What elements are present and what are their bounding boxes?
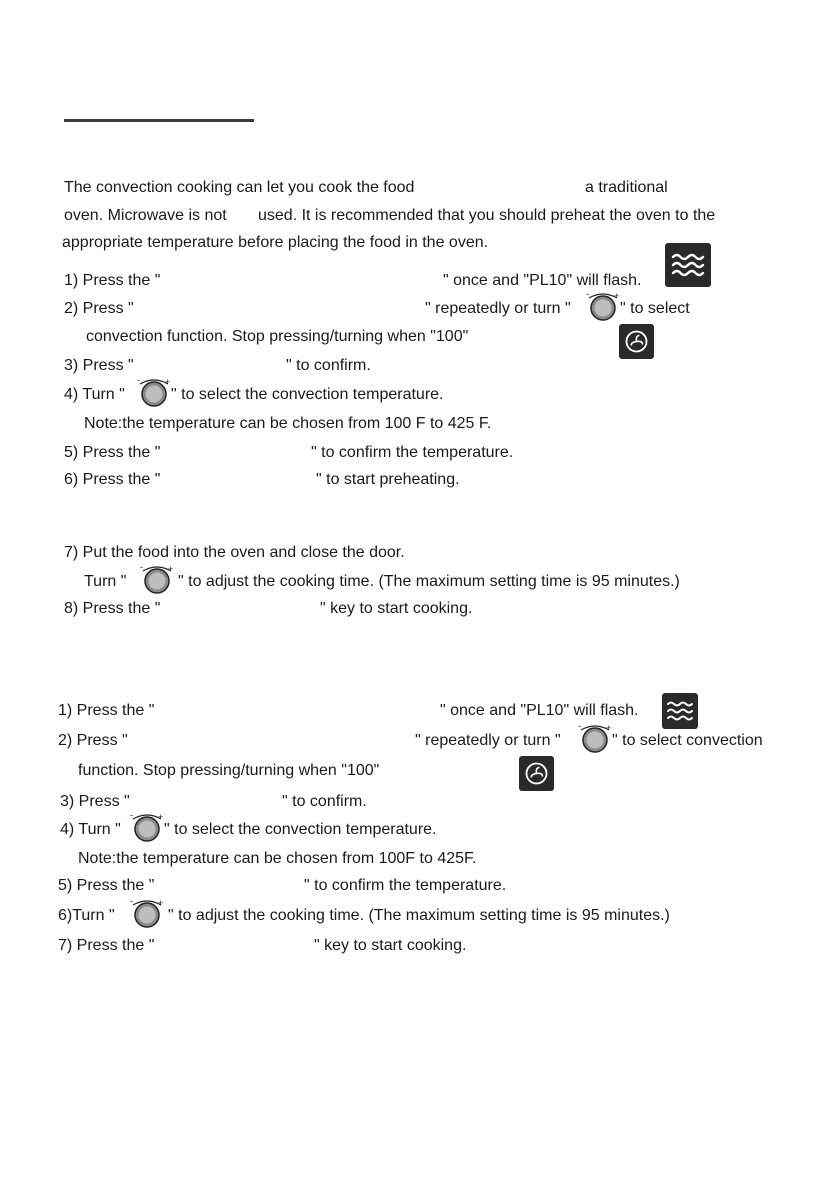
s1-step7: 7) Put the food into the oven and close the door. [64,544,405,561]
knob-minus-sign: - [137,377,140,385]
s2-step6-end: " to adjust the cooking time. (The maximum setting time is 95 minutes.) [168,907,670,924]
s2-step4-start: 4) Turn " [60,821,121,838]
s2-step2-mid: " repeatedly or turn " [415,732,561,749]
s2-note: Note:the temperature can be chosen from 100F to 425F. [78,850,477,867]
knob-plus-sign: + [165,377,171,387]
waves-icon [665,243,711,287]
s2-step2-end: " to select convection [612,732,763,749]
s1-step2-start: 2) Press " [64,300,134,317]
fan-icon [619,324,654,359]
s1-step5-end: " to confirm the temperature. [311,444,514,461]
s1-step5-start: 5) Press the " [64,444,161,461]
knob-minus-sign: - [130,812,133,820]
s2-step7-end: " key to start cooking. [314,937,467,954]
knob-plus-sign: + [168,564,174,574]
intro-line-1b: a traditional [585,179,668,196]
section-heading-rule [64,119,254,122]
s1-step8-end: " key to start cooking. [320,600,473,617]
s1-step3-end: " to confirm. [286,357,371,374]
s2-step1-start: 1) Press the " [58,702,155,719]
knob-plus-sign: + [606,723,612,733]
knob-minus-sign: - [586,291,589,299]
s1-step2-mid: " repeatedly or turn " [425,300,571,317]
s2-step7-start: 7) Press the " [58,937,155,954]
dial-knob-icon [140,564,174,594]
knob-minus-sign: - [578,723,581,731]
intro-line-2a: oven. Microwave is not [64,207,227,224]
waves-icon [662,693,698,729]
s1-note: Note:the temperature can be chosen from 100 F to 425 F. [84,415,492,432]
s1-step4-start: 4) Turn " [64,386,125,403]
s1-step1-start: 1) Press the " [64,272,161,289]
knob-minus-sign: - [140,564,143,572]
s2-step3-end: " to confirm. [282,793,367,810]
knob-minus-sign: - [130,898,133,906]
knob-plus-sign: + [614,291,620,301]
s1-step6-start: 6) Press the " [64,471,161,488]
knob-plus-sign: + [158,812,164,822]
intro-line-1a: The convection cooking can let you cook the food [64,179,415,196]
s2-step5-start: 5) Press the " [58,877,155,894]
s2-step2-cont: function. Stop pressing/turning when "100" [78,762,380,779]
s2-step5-end: " to confirm the temperature. [304,877,507,894]
s1-step4-end: " to select the convection temperature. [171,386,444,403]
s2-step6-start: 6)Turn " [58,907,115,924]
dial-knob-icon [137,377,171,407]
fan-icon [519,756,554,791]
s1-step7b-start: Turn " [84,573,127,590]
s1-step2-cont: convection function. Stop pressing/turning when "100" [86,328,469,345]
s1-step6-end: " to start preheating. [316,471,460,488]
dial-knob-icon [130,898,164,928]
s2-step1-end: " once and "PL10" will flash. [440,702,639,719]
s1-step1-end: " once and "PL10" will flash. [443,272,642,289]
s2-step4-end: " to select the convection temperature. [164,821,437,838]
dial-knob-icon [578,723,612,753]
intro-line-2b: used. It is recommended that you should preheat the oven to the [258,207,716,224]
s1-step8-start: 8) Press the " [64,600,161,617]
dial-knob-icon [586,291,620,321]
dial-knob-icon [130,812,164,842]
intro-line-3: appropriate temperature before placing the food in the oven. [62,234,489,251]
s1-step7b-end: " to adjust the cooking time. (The maximum setting time is 95 minutes.) [178,573,680,590]
knob-plus-sign: + [158,898,164,908]
s1-step3-start: 3) Press " [64,357,134,374]
s2-step2-start: 2) Press " [58,732,128,749]
s1-step2-end: " to select [620,300,690,317]
s2-step3-start: 3) Press " [60,793,130,810]
